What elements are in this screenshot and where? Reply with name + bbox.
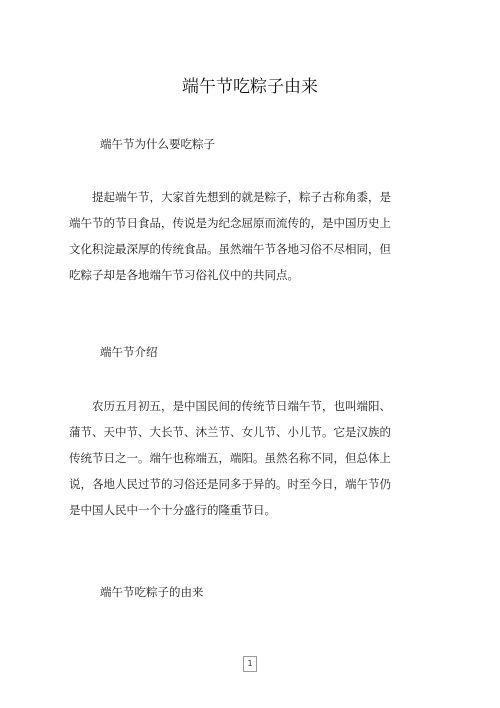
section-heading-why-eat-zongzi: 端午节为什么要吃粽子 xyxy=(100,137,215,151)
section-body-why-eat-zongzi: 提起端午节，大家首先想到的就是粽子，粽子古称角黍，是端午节的节日食品，传说是为纪念屈原而流传的，是中国历史上文化积淀最深厚的传统食品。虽然端午节各地习俗不尽相同，但吃粽子却是各地端午节习俗礼仪中的共同点。 xyxy=(69,190,391,282)
section-body-festival-intro: 农历五月初五，是中国民间的传统节日端午节，也叫端阳、蒲节、天中节、大长节、沐兰节、女儿节、小儿节。它是汉族的传统节日之一。端午也称端五，端阳。虽然名称不同，但总体上说，各地人民过节的习俗还是同多于异的。时至今日，端午节仍是中国人民中一个十分盛行的隆重节日。 xyxy=(69,399,391,517)
section-heading-festival-intro: 端午节介绍 xyxy=(100,345,158,359)
page-number: 1 xyxy=(243,656,257,672)
section-heading-zongzi-origin: 端午节吃粽子的由来 xyxy=(100,585,204,599)
document-title: 端午节吃粽子由来 xyxy=(182,77,318,97)
